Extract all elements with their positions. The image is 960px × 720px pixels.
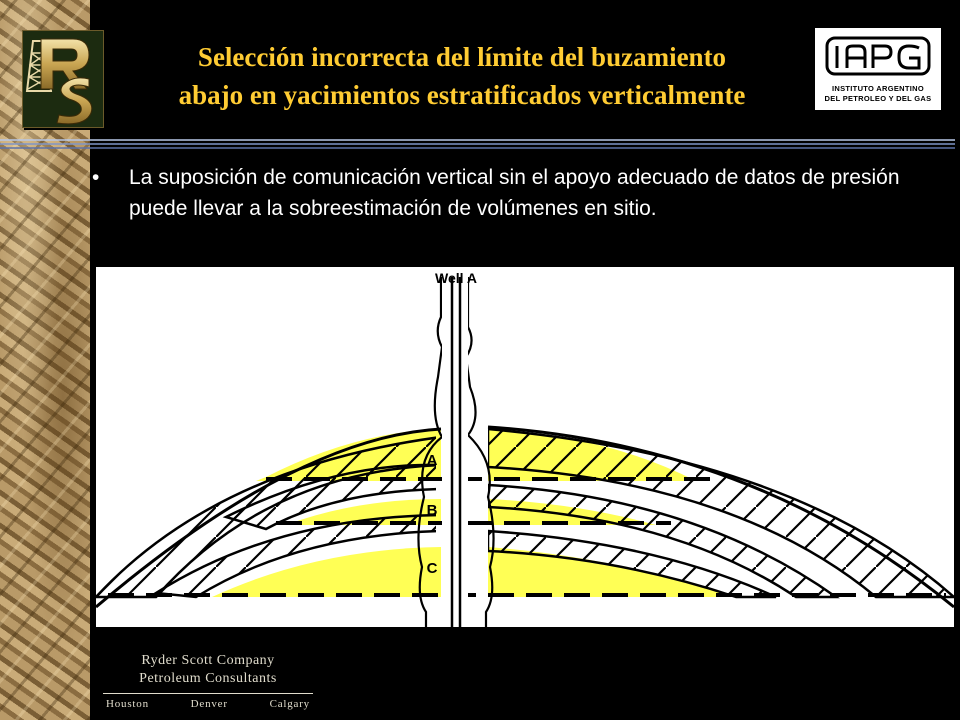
- well-label: Well A: [434, 270, 478, 286]
- bullet-point: [92, 162, 912, 224]
- footer-city-calgary: Calgary: [269, 698, 310, 710]
- bullet-symbol: •: [92, 166, 100, 189]
- footer-company: Ryder Scott Company: [141, 653, 275, 668]
- title-line-1: Selección incorrecta del límite del buzamiento: [197, 42, 727, 72]
- iapg-logo: [815, 28, 941, 110]
- iapg-name-line-2: DEL PETROLEO Y DEL GAS: [824, 94, 932, 103]
- iapg-mark-icon: [823, 34, 933, 78]
- title-line-2: abajo en yacimientos estratificados verticalmente: [178, 80, 746, 110]
- zone-label-b: B: [426, 502, 438, 519]
- ryder-scott-logo: [22, 30, 104, 128]
- footer-city-houston: Houston: [106, 698, 149, 710]
- zone-label-a: A: [426, 452, 438, 469]
- cross-section-diagram: [96, 267, 954, 627]
- slide-title: [112, 38, 812, 114]
- footer-cities: [100, 698, 316, 710]
- footer-city-denver: Denver: [190, 698, 228, 710]
- company-footer: [100, 652, 316, 710]
- bullet-text: La suposición de comunicación vertical sin el apoyo adecuado de datos de presión puede llevar a la sobreestimación de volúmenes en sitio.: [129, 166, 900, 220]
- iapg-name-line-1: INSTITUTO ARGENTINO: [832, 84, 924, 93]
- header-divider: [0, 138, 955, 150]
- footer-subtitle: Petroleum Consultants: [139, 671, 277, 686]
- footer-divider: [103, 693, 313, 694]
- borehole-fill: [442, 277, 468, 627]
- zone-label-c: C: [426, 560, 438, 577]
